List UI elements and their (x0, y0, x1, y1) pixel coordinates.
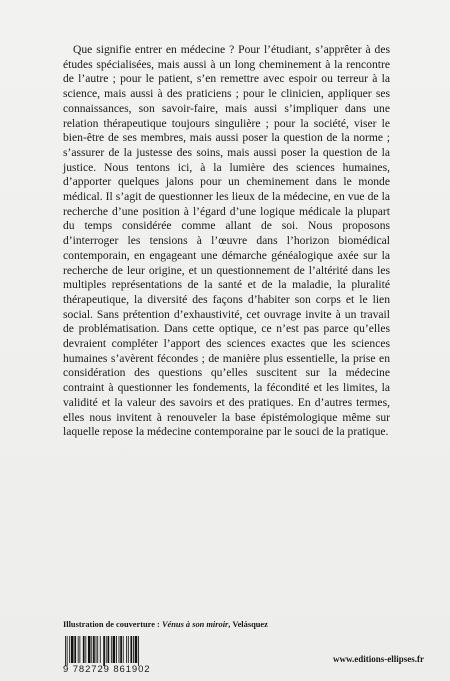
barcode-bar (83, 636, 85, 663)
isbn-number: 9 782729 861902 (63, 664, 151, 675)
barcode-bar (135, 636, 138, 663)
barcode-bar (85, 636, 86, 663)
barcode-bar (69, 636, 70, 663)
barcode-bar (88, 636, 91, 663)
barcode-bar (97, 636, 98, 663)
barcode-bar (108, 636, 110, 663)
barcode-bar (128, 636, 129, 663)
barcode-bar (67, 636, 68, 666)
barcode-bar (111, 636, 112, 663)
barcode-bar (100, 636, 101, 663)
barcode-bar (106, 636, 107, 663)
barcode-bar (79, 636, 80, 663)
barcode-bar (120, 636, 122, 663)
credit-label: Illustration de couverture : (63, 620, 162, 629)
barcode-bar (96, 636, 97, 663)
barcode-bar (138, 636, 139, 666)
credit-title: Vénus à son miroir (161, 620, 229, 629)
barcode-bar (91, 636, 92, 663)
barcode-bar (126, 636, 127, 663)
barcode-bar (93, 636, 95, 663)
barcode-bar (103, 636, 105, 666)
credit-author: , Velásquez (228, 620, 268, 629)
blurb-text: Que signifie entrer en médecine ? Pour l’étudiant, s’apprêter à des études spécialisées, mais aussi à un long cheminement à la rencontre de l’autre ; pour le patient, s’en remettre avec espoir ou terreur à la science, mais aussi à des praticiens ; pour le clinicien, appliquer ses connaissances, son savoir-faire, mais aussi s’impliquer dans une relation thérapeutique toujours singulière ; pour la société, viser le bien-être de ses membres, mais aussi poser la question de la norme ; s’assurer de la justesse des soins, mais aussi poser la question de la justice. Nous tentons ici, à la lumière des sciences humaines, d’apporter quelques jalons pour un cheminement dans le monde médical. Il s’agit de questionner les lieux de la médecine, en vue de la recherche d’une position à l’égard d’une logique médicale la plupart du temps considérée comme allant de soi. Nous proposons d’interroger les tensions à l’œuvre dans l’horizon biomédical contemporain, en engageant une démarche généalogique axée sur la recherche de leur origine, et un questionnement de l’altérité dans les multiples représentations de la santé et de la maladie, la pluralité thérapeutique, la diversité des façons d’habiter son corps et le lien social. Sans prétention d’exhaustivité, cet ouvrage invite à un travail de problématisation. Dans cette optique, ce n’est pas parce qu’elles devraient compléter l’apport des sciences exactes que les sciences humaines s’avèrent fécondes ; de manière plus essentielle, la prise en considération des questions qu’elles suscitent sur la médecine contraint à questionner les fondements, la fécondité et les limites, la validité et la valeur des savoirs et des pratiques. En d’autres termes, elles nous invitent à renouveler la base épistémologique même sur laquelle repose la médecine contemporaine par le souci de la pratique. (63, 43, 390, 439)
barcode-bar (74, 636, 76, 663)
barcode-bar (116, 636, 117, 663)
barcode-bar (71, 636, 74, 663)
barcode-bar (119, 636, 120, 663)
barcode-bar (130, 636, 132, 663)
barcode (63, 636, 168, 666)
publisher-website: www.editions-ellipses.fr (333, 654, 424, 664)
cover-illustration-credit (63, 620, 268, 629)
barcode-bar (113, 636, 116, 663)
barcode-bar (78, 636, 79, 663)
barcode-bar (65, 636, 66, 666)
barcode-bar (133, 636, 134, 663)
barcode-bar (123, 636, 124, 663)
